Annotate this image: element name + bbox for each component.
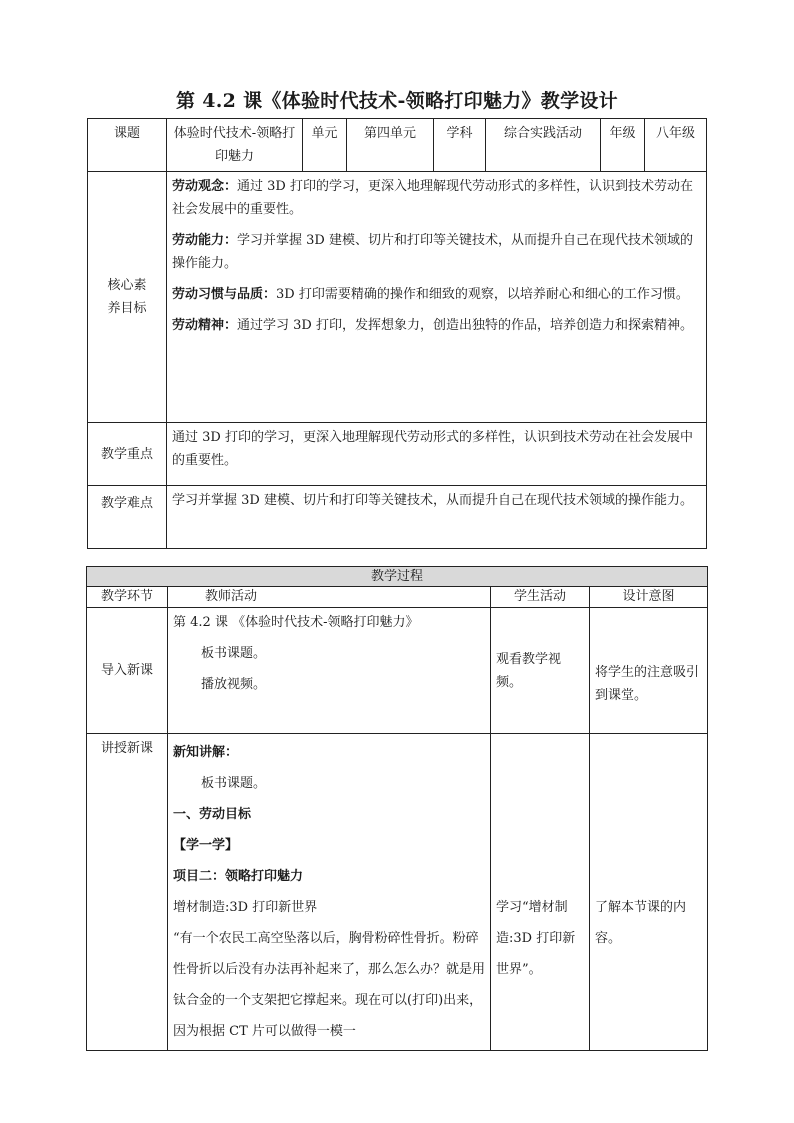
col-student: 学生活动 bbox=[491, 587, 590, 608]
page-title: 第 4.2 课《体验时代技术-领略打印魅力》教学设计 bbox=[176, 90, 618, 112]
label-key-point: 教学重点 bbox=[88, 423, 167, 486]
student-new-lesson: 学习“增材制造:3D 打印新世界”。 bbox=[491, 734, 590, 1051]
teacher-new-lesson: 新知讲解： 板书课题。 一、劳动目标 【学一学】 项目二：领略打印魅力 增材制造:3D 打印新世界 “有一个农民工高空坠落以后，胸骨粉碎性骨折。粉碎性骨折以后没有办法再补起来了，那么怎么办？就是用钛合金的一个支架把它撑起来。现在可以(打印)出来，因为根据 CT 片可以做得一模一 bbox=[168, 734, 491, 1051]
process-table bbox=[86, 566, 708, 1051]
subject-value: 综合实践活动 bbox=[486, 119, 601, 172]
col-stage: 教学环节 bbox=[87, 587, 168, 608]
process-header: 教学过程 bbox=[87, 567, 708, 587]
key-point-content: 通过 3D 打印的学习，更深入地理解现代劳动形式的多样性，认识到技术劳动在社会发展中的重要性。 bbox=[167, 423, 707, 486]
label-course: 课题 bbox=[88, 119, 167, 172]
course-name: 体验时代技术-领略打印魅力 bbox=[167, 119, 303, 172]
difficult-point-content: 学习并掌握 3D 建模、切片和打印等关键技术，从而提升自己在现代技术领域的操作能力。 bbox=[167, 486, 707, 549]
label-subject: 学科 bbox=[434, 119, 486, 172]
core-goal-habit: 劳动习惯与品质：3D 打印需要精确的操作和细致的观察，以培养耐心和细心的工作习惯。 bbox=[172, 287, 689, 302]
core-goals-content bbox=[167, 172, 707, 423]
grade-value: 八年级 bbox=[645, 119, 707, 172]
col-teacher: 教师活动 bbox=[168, 587, 491, 608]
label-core-goals: 核心素养目标 bbox=[88, 172, 167, 423]
teacher-intro: 第 4.2 课 《体验时代技术-领略打印魅力》 板书课题。 播放视频。 bbox=[168, 608, 491, 734]
stage-intro: 导入新课 bbox=[87, 608, 168, 734]
label-grade: 年级 bbox=[601, 119, 645, 172]
core-goal-spirit: 劳动精神：通过学习 3D 打印，发挥想象力，创造出独特的作品，培养创造力和探索精神。 bbox=[172, 318, 693, 333]
label-difficult-point: 教学难点 bbox=[88, 486, 167, 549]
lesson-info-table bbox=[87, 118, 707, 549]
student-intro: 观看教学视频。 bbox=[491, 608, 590, 734]
core-goal-concept: 劳动观念：通过 3D 打印的学习，更深入地理解现代劳动形式的多样性，认识到技术劳动在社会发展中的重要性。 bbox=[172, 179, 693, 217]
unit-value: 第四单元 bbox=[347, 119, 434, 172]
core-goal-ability: 劳动能力：学习并掌握 3D 建模、切片和打印等关键技术，从而提升自己在现代技术领域的操作能力。 bbox=[172, 233, 693, 271]
col-intent: 设计意图 bbox=[590, 587, 708, 608]
intent-intro: 将学生的注意吸引到课堂。 bbox=[590, 608, 708, 734]
intent-new-lesson: 了解本节课的内容。 bbox=[590, 734, 708, 1051]
label-unit: 单元 bbox=[303, 119, 347, 172]
stage-new-lesson: 讲授新课 bbox=[87, 734, 168, 1051]
